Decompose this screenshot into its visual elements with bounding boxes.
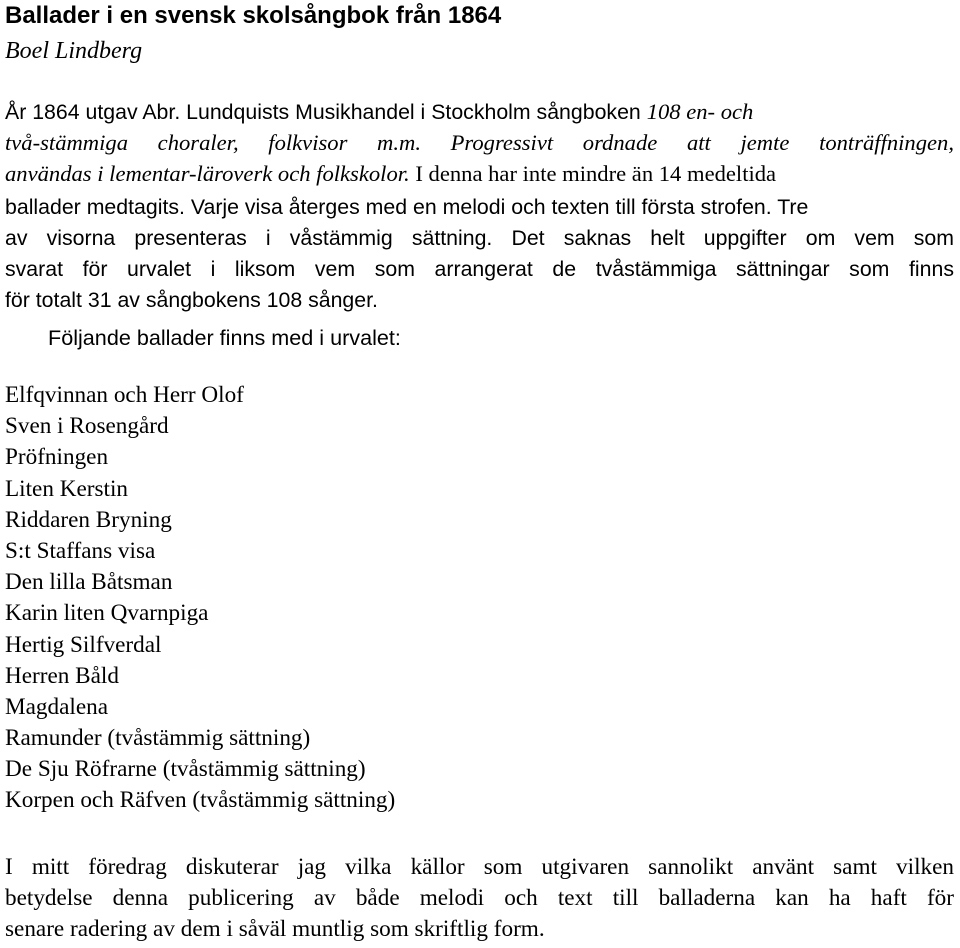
author-name: Boel Lindberg	[5, 38, 143, 64]
intro-line-3	[5, 158, 954, 189]
intro-book-title: 108 en- och	[646, 99, 754, 124]
ballad-item: Liten Kerstin	[5, 475, 128, 502]
ballad-item: Riddaren Bryning	[5, 506, 172, 533]
ballad-list-heading: Följande ballader finns med i urvalet:	[48, 325, 401, 350]
intro-line-2	[5, 127, 954, 158]
intro-book-title: användas i lementar-läroverk och folkskolor.	[5, 161, 410, 186]
ballad-item: S:t Staffans visa	[5, 537, 156, 564]
ballad-item: Elfqvinnan och Herr Olof	[5, 382, 244, 408]
ballad-item: Herren Båld	[5, 662, 119, 689]
intro-line-4: ballader medtagits. Varje visa återges med en melodi och texten till första strofen. Tre	[5, 195, 809, 219]
closing-line-2: betydelse denna publicering av både melodi och text till balladerna kan ha haft för	[5, 885, 954, 911]
intro-line-1	[5, 96, 954, 128]
ballad-item: De Sju Röfrarne (tvåstämmig sättning)	[5, 756, 366, 783]
intro-text: I denna har inte mindre än 14 medeltida	[409, 161, 777, 186]
intro-line-5: av visorna presenteras i våstämmig sättning. Det saknas helt uppgifter om vem som	[5, 226, 954, 250]
ballad-item: Den lilla Båtsman	[5, 569, 173, 596]
ballad-item: Ramunder (tvåstämmig sättning)	[5, 725, 311, 752]
ballad-item: Hertig Silfverdal	[5, 631, 162, 658]
closing-line-3: senare radering av dem i såväl muntlig som skriftlig form.	[5, 916, 545, 942]
ballad-item: Karin liten Qvarnpiga	[5, 600, 209, 627]
ballad-item: Magdalena	[5, 693, 109, 720]
document-title: Ballader i en svensk skolsångbok från 1864	[5, 2, 502, 29]
ballad-item: Sven i Rosengård	[5, 413, 169, 440]
intro-book-title: två-stämmiga choraler, folkvisor m.m. Progressivt ordnade att jemte tonträffningen,	[5, 130, 954, 155]
ballad-item: Korpen och Räfven (tvåstämmig sättning)	[5, 787, 396, 814]
ballad-list	[5, 380, 395, 817]
intro-line-7: för totalt 31 av sångbokens 108 sånger.	[5, 288, 378, 312]
closing-line-1: I mitt föredrag diskuterar jag vilka källor som utgivaren sannolikt använt samt vilken	[5, 854, 954, 880]
intro-text: År 1864 utgav Abr. Lundquists Musikhandel i Stockholm sångboken	[5, 100, 647, 124]
ballad-item: Pröfningen	[5, 444, 109, 471]
intro-line-6: svarat för urvalet i liksom vem som arrangerat de tvåstämmiga sättningar som finns	[5, 257, 954, 281]
